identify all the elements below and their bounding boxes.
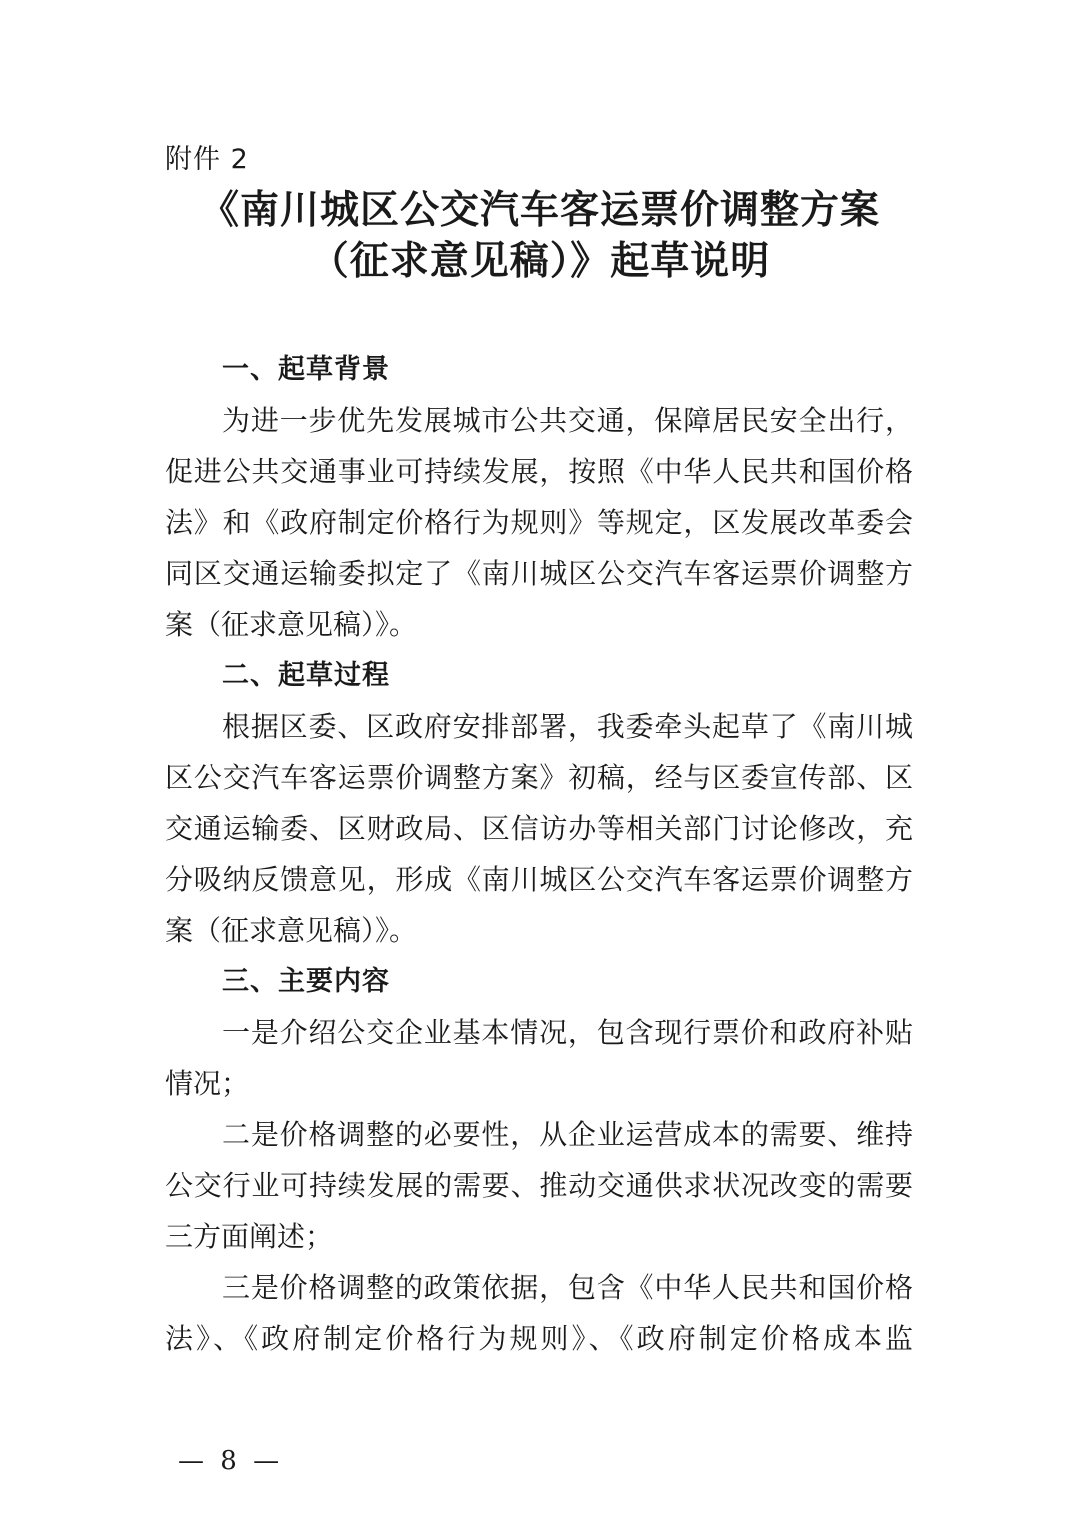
section-heading-process: 二、起草过程 <box>222 660 390 691</box>
paragraph-line: 为进一步优先发展城市公共交通，保障居民安全出行， <box>222 404 913 437</box>
paragraph-line: 三方面阐述； <box>165 1220 334 1253</box>
paragraph-line: 公交行业可持续发展的需要、推动交通供求状况改变的需要 <box>165 1169 913 1202</box>
paragraph-line: 同区交通运输委拟定了《南川城区公交汽车客运票价调整方 <box>165 557 913 590</box>
paragraph-line: 案（征求意见稿）》。 <box>165 914 418 947</box>
paragraph-line: 法》、《政府制定价格行为规则》、《政府制定价格成本监 <box>165 1322 913 1355</box>
document-body <box>165 344 913 1364</box>
paragraph-line: 案（征求意见稿）》。 <box>165 608 418 641</box>
section-heading-content: 三、主要内容 <box>222 966 390 997</box>
paragraph-line: 交通运输委、区财政局、区信访办等相关部门讨论修改，充 <box>165 812 913 845</box>
attachment-label: 附件 2 <box>165 144 249 175</box>
document-title-line-1: 《南川城区公交汽车客运票价调整方案 <box>199 187 880 233</box>
paragraph-line: 区公交汽车客运票价调整方案》初稿，经与区委宣传部、区 <box>165 761 913 794</box>
section-heading-background: 一、起草背景 <box>222 354 390 385</box>
paragraph-line: 促进公共交通事业可持续发展，按照《中华人民共和国价格 <box>165 455 913 488</box>
paragraph-line: 三是价格调整的政策依据，包含《中华人民共和国价格 <box>222 1271 913 1304</box>
document-title-line-2: （征求意见稿）》起草说明 <box>309 238 771 284</box>
paragraph-line: 情况； <box>165 1067 250 1100</box>
paragraph-line: 二是价格调整的必要性，从企业运营成本的需要、维持 <box>222 1118 913 1151</box>
paragraph-line: 根据区委、区政府安排部署，我委牵头起草了《南川城 <box>222 710 913 743</box>
paragraph-line: 分吸纳反馈意见，形成《南川城区公交汽车客运票价调整方 <box>165 863 913 896</box>
paragraph-line: 法》和《政府制定价格行为规则》等规定，区发展改革委会 <box>165 506 913 539</box>
paragraph-line: 一是介绍公交企业基本情况，包含现行票价和政府补贴 <box>222 1016 913 1049</box>
page-number: — 8 — <box>178 1446 284 1476</box>
